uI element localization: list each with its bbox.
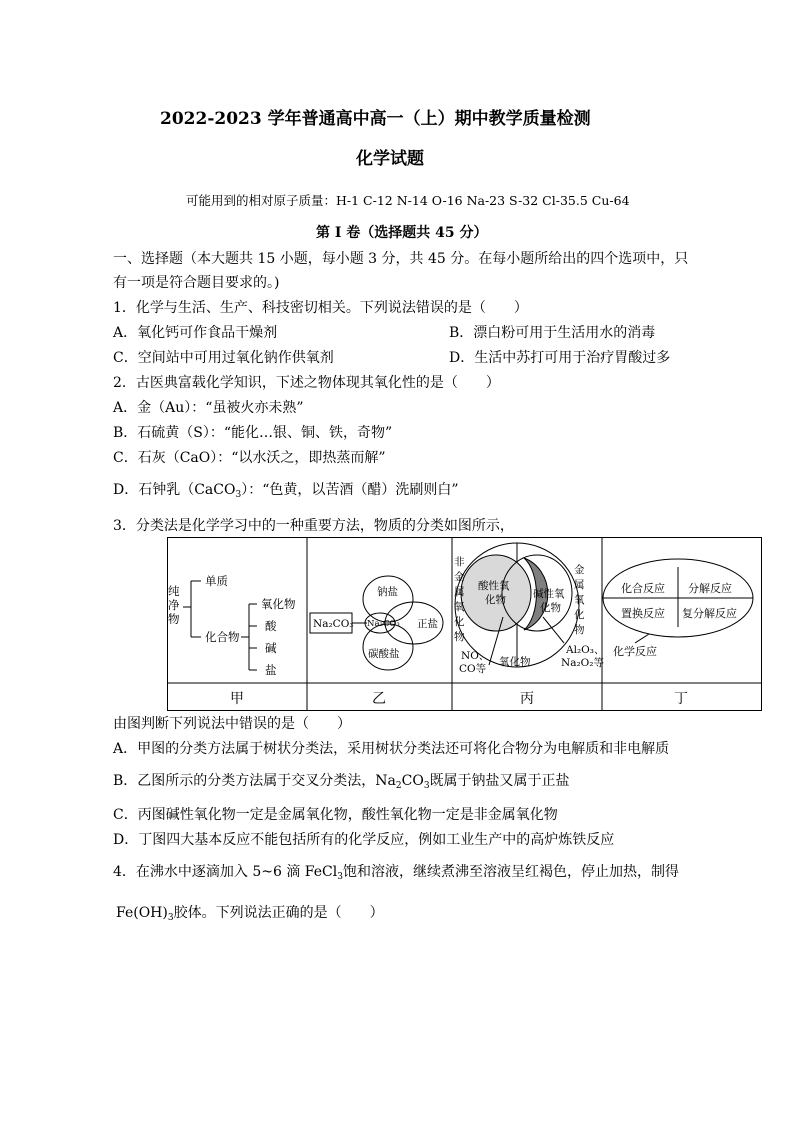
label-jia: 甲 bbox=[230, 691, 244, 707]
bing-acidic-region bbox=[461, 555, 531, 631]
atomic-masses: 可能用到的相对原子质量：H-1 C-12 N-14 O-16 Na-23 S-32 Cl-35.5 Cu-64 bbox=[186, 193, 630, 208]
jia-compound: 化合物 bbox=[205, 630, 240, 644]
jia-element: 单质 bbox=[205, 574, 228, 588]
q2-option-a: A．金（Au）：“虽被火亦未熟” bbox=[113, 400, 304, 416]
q2-stem: 2．古医典富载化学知识，下述之物体现其氧化性的是（ ） bbox=[113, 375, 500, 391]
q3-question: 由图判断下列说法中错误的是（ ） bbox=[113, 716, 351, 732]
q1-option-b: B．漂白粉可用于生活用水的消毒 bbox=[449, 325, 656, 341]
bing-nonmetal-1: 非 bbox=[454, 556, 465, 568]
panel-jia bbox=[168, 574, 296, 677]
q2-option-d: D．石钟乳（CaCO$_3$）：“色黄，以苦酒（醋）洗刷则白” bbox=[113, 482, 459, 500]
q2-option-b: B．石硫黄（S）：“能化…银、铜、铁，奇物” bbox=[113, 425, 393, 441]
q4-line-1: 4．在沸水中逐滴加入 5~6 滴 FeCl$_3$饱和溶液，继续煮沸至溶液呈红褐色，停止加热，制得 bbox=[113, 864, 679, 882]
bing-oxide-label: 氧化物 bbox=[499, 656, 531, 668]
q1-option-d: D．生活中苏打可用于治疗胃酸过多 bbox=[449, 350, 671, 366]
q1-option-a: A．氧化钙可作食品干燥剂 bbox=[113, 325, 278, 341]
q2-option-c: C．石灰（CaO）：“以水沃之，即热蒸而解” bbox=[113, 450, 386, 466]
bing-nonmetal-3: 属 bbox=[454, 586, 465, 598]
jia-salt: 盐 bbox=[265, 663, 277, 677]
label-ding: 丁 bbox=[674, 691, 688, 707]
yi-sodium-salt: 钠盐 bbox=[377, 586, 398, 598]
q3-stem: 3．分类法是化学学习中的一种重要方法，物质的分类如图所示， bbox=[113, 518, 514, 534]
jia-acid: 酸 bbox=[265, 619, 277, 633]
yi-carbonate: 碳酸盐 bbox=[368, 648, 400, 660]
ding-combination: 化合反应 bbox=[621, 582, 665, 595]
bing-nonmetal-5: 化 bbox=[454, 616, 465, 628]
bing-acidic-2: 化物 bbox=[485, 594, 506, 606]
bing-al-1: Al₂O₃、 bbox=[566, 644, 605, 656]
q3-option-a: A．甲图的分类方法属于树状分类法，采用树状分类法还可将化合物分为电解质和非电解质 bbox=[113, 741, 670, 757]
bing-no-1: NO、 bbox=[461, 650, 490, 662]
yi-normal-salt: 正盐 bbox=[417, 618, 438, 630]
bing-metal-4: 化 bbox=[574, 609, 585, 621]
q4-line-2: $Fe(OH)_3$胶体。下列说法正确的是（ ） bbox=[116, 905, 384, 923]
panel-yi bbox=[310, 576, 443, 670]
bing-basic-1: 碱性氧 bbox=[533, 588, 565, 600]
bing-nonmetal-6: 物 bbox=[454, 631, 465, 643]
ding-chemical: 化学反应 bbox=[613, 645, 657, 658]
part-title: 第 I 卷（选择题共 45 分） bbox=[316, 225, 488, 241]
bing-metal-3: 氧 bbox=[574, 594, 585, 606]
exam-title: 2022-2023 学年普通高中高一（上）期中教学质量检测 bbox=[160, 109, 591, 129]
ding-double: 复分解反应 bbox=[682, 607, 737, 620]
bing-nonmetal-4: 氧 bbox=[454, 601, 465, 613]
q3-option-d: D．丁图四大基本反应不能包括所有的化学反应，例如工业生产中的高炉炼铁反应 bbox=[113, 832, 615, 848]
panel-bing bbox=[454, 543, 604, 675]
bing-al-2: Na₂O₂等 bbox=[561, 657, 604, 669]
section-intro-1: 一、选择题（本大题共 15 小题，每小题 3 分，共 45 分。在每小题所给出的四个选项中，只 bbox=[113, 251, 689, 267]
bing-metal-2: 属 bbox=[574, 579, 585, 591]
panel-ding bbox=[603, 559, 753, 658]
bing-no-2: CO等 bbox=[459, 663, 487, 675]
q1-option-c: C．空间站中可用过氧化钠作供氧剂 bbox=[113, 350, 334, 366]
q3-option-b: B．乙图所示的分类方法属于交叉分类法，$Na_2CO_3$既属于钠盐又属于正盐 bbox=[113, 773, 570, 791]
jia-pure-3: 物 bbox=[168, 612, 180, 626]
yi-center-label: Na₂CO₃ bbox=[367, 619, 400, 629]
classification-figure bbox=[167, 537, 763, 712]
ding-displacement: 置换反应 bbox=[621, 607, 665, 620]
yi-box-label: Na₂CO₃ bbox=[313, 618, 354, 630]
jia-base: 碱 bbox=[265, 641, 277, 655]
bing-metal-1: 金 bbox=[574, 564, 585, 576]
bing-acidic-1: 酸性氧 bbox=[478, 580, 510, 592]
subject-title: 化学试题 bbox=[356, 149, 424, 169]
jia-pure-1: 纯 bbox=[168, 584, 180, 598]
jia-oxide: 氧化物 bbox=[261, 597, 296, 611]
jia-pure-2: 净 bbox=[168, 598, 180, 612]
label-yi: 乙 bbox=[372, 691, 386, 707]
section-intro-2: 有一项是符合题目要求的。) bbox=[113, 275, 280, 291]
q3-option-c: C．丙图碱性氧化物一定是金属氧化物，酸性氧化物一定是非金属氧化物 bbox=[113, 807, 558, 823]
label-bing: 丙 bbox=[520, 691, 534, 707]
bing-metal-5: 物 bbox=[574, 624, 585, 636]
ding-decomposition: 分解反应 bbox=[688, 582, 732, 595]
bing-nonmetal-2: 金 bbox=[454, 571, 465, 583]
bing-basic-2: 化物 bbox=[540, 602, 561, 614]
jia-brace-lines bbox=[183, 581, 257, 670]
q1-stem: 1．化学与生活、生产、科技密切相关。下列说法错误的是（ ） bbox=[113, 300, 528, 316]
ding-pointer-line bbox=[635, 634, 649, 643]
